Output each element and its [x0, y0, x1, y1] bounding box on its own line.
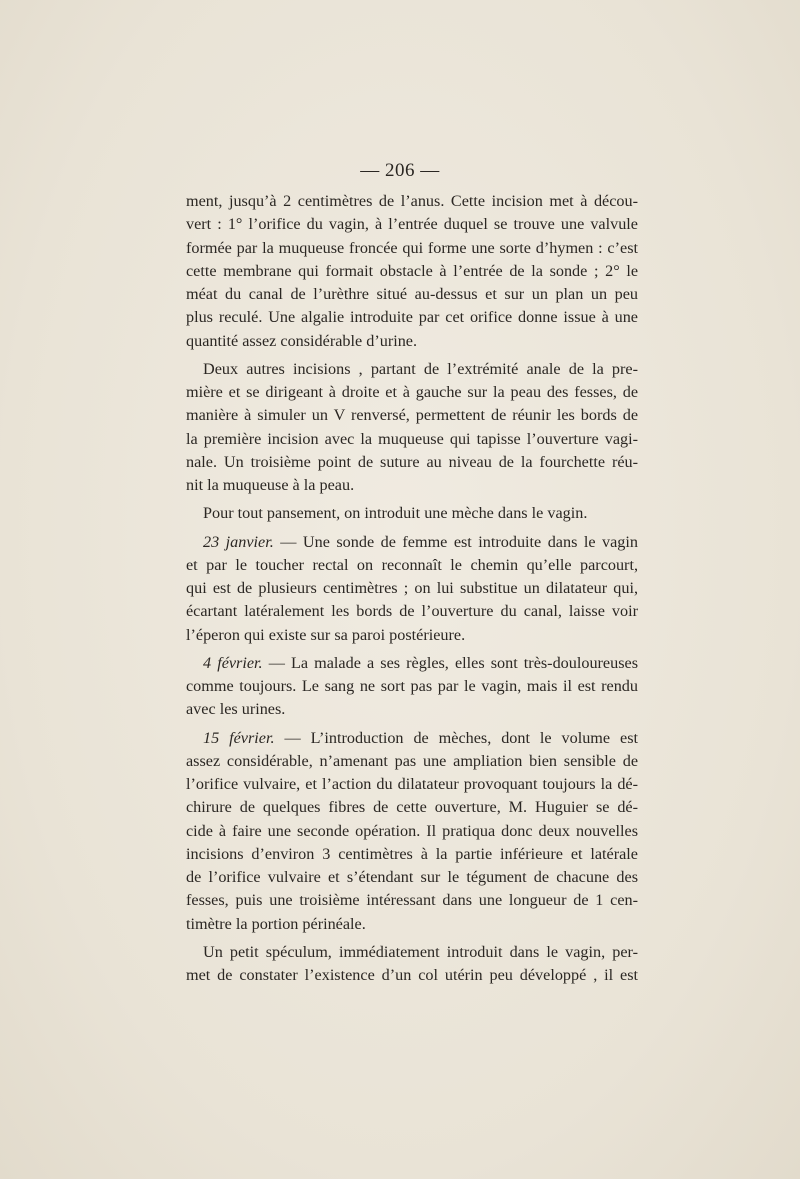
paragraph-5	[186, 652, 638, 722]
body-text	[186, 190, 638, 987]
paragraph-1	[186, 190, 638, 353]
text-line: plus reculé. Une algalie introduite par cet orifice donne issue à une	[186, 308, 638, 327]
date-italic: 23 janvier.	[203, 532, 274, 551]
text-line	[186, 531, 638, 554]
text-line: l’orifice vulvaire, et l’action du dilatateur provoquant toujours la dé-	[186, 775, 638, 793]
text-line: de l’orifice vulvaire et s’étendant sur le tégument de chacune des	[186, 868, 638, 886]
text-line: timètre la portion périnéale.	[186, 914, 366, 933]
paragraph-2	[186, 358, 638, 498]
text-run: — L’introduction de mèches, dont le volume est	[274, 728, 638, 747]
text-line: comme toujours. Le sang ne sort pas par le vagin, mais il est rendu	[186, 677, 638, 695]
text-line: cide à faire une seconde opération. Il pratiqua donc deux nouvelles	[186, 821, 638, 840]
text-line: la première incision avec la muqueuse qui tapisse l’ouverture vagi-	[186, 429, 638, 448]
date-italic: 4 février.	[203, 653, 263, 672]
text-line: manière à simuler un V renversé, permettent de réunir les bords de	[186, 406, 638, 425]
text-line: Deux autres incisions , partant de l’extrémité anale de la pre-	[203, 359, 638, 378]
text-line: fesses, puis une troisième intéressant dans une longueur de 1 cen-	[186, 891, 638, 910]
paragraph-6	[186, 727, 638, 936]
text-line	[186, 652, 638, 675]
text-line: l’éperon qui existe sur sa paroi postérieure.	[186, 625, 466, 644]
text-line: incisions d’environ 3 centimètres à la partie inférieure et latérale	[186, 844, 638, 863]
text-line: quantité assez considérable d’urine.	[186, 331, 418, 350]
text-line: écartant latéralement les bords de l’ouverture du canal, laisse voir	[186, 602, 638, 621]
text-line: nit la muqueuse à la peau.	[186, 476, 355, 494]
date-italic: 15 février.	[203, 728, 275, 747]
text-line: assez considérable, n’amenant pas une ampliation bien sensible de	[186, 751, 638, 770]
paragraph-3	[186, 502, 638, 525]
text-line: ment, jusqu’à 2 centimètres de l’anus. Cette incision met à décou-	[186, 192, 638, 210]
text-run: — Une sonde de femme est introduite dans le vagin	[273, 532, 638, 551]
text-line: chirure de quelques fibres de cette ouverture, M. Huguier se dé-	[186, 798, 638, 817]
text-line: qui est de plusieurs centimètres ; on lui substitue un dilatateur qui,	[186, 579, 638, 597]
text-line: avec les urines.	[186, 700, 286, 719]
text-line: nale. Un troisième point de suture au niveau de la fourchette réu-	[186, 452, 638, 471]
paragraph-4	[186, 531, 638, 647]
text-line	[186, 727, 638, 750]
text-line: méat du canal de l’urèthre situé au-dessus et sur un plan un peu	[186, 285, 638, 303]
text-line: formée par la muqueuse froncée qui forme une sorte d’hymen : c’est	[186, 238, 638, 257]
text-line: Un petit spéculum, immédiatement introduit dans le vagin, per-	[203, 942, 638, 961]
text-line: mière et se dirigeant à droite et à gauche sur la peau des fesses, de	[186, 383, 638, 401]
text-line: cette membrane qui formait obstacle à l’entrée de la sonde ; 2° le	[186, 261, 638, 280]
text-run: — La malade a ses règles, elles sont très-douloureuses	[262, 653, 638, 672]
text-line: Pour tout pansement, on introduit une mèche dans le vagin.	[203, 504, 588, 523]
text-line: et par le toucher rectal on reconnaît le chemin qu’elle parcourt,	[186, 555, 638, 574]
text-line: met de constater l’existence d’un col utérin peu développé , il est	[186, 966, 638, 984]
paragraph-7	[186, 941, 638, 988]
page-number: — 206 —	[360, 160, 440, 181]
text-line: vert : 1° l’orifice du vagin, à l’entrée duquel se trouve une valvule	[186, 215, 638, 234]
